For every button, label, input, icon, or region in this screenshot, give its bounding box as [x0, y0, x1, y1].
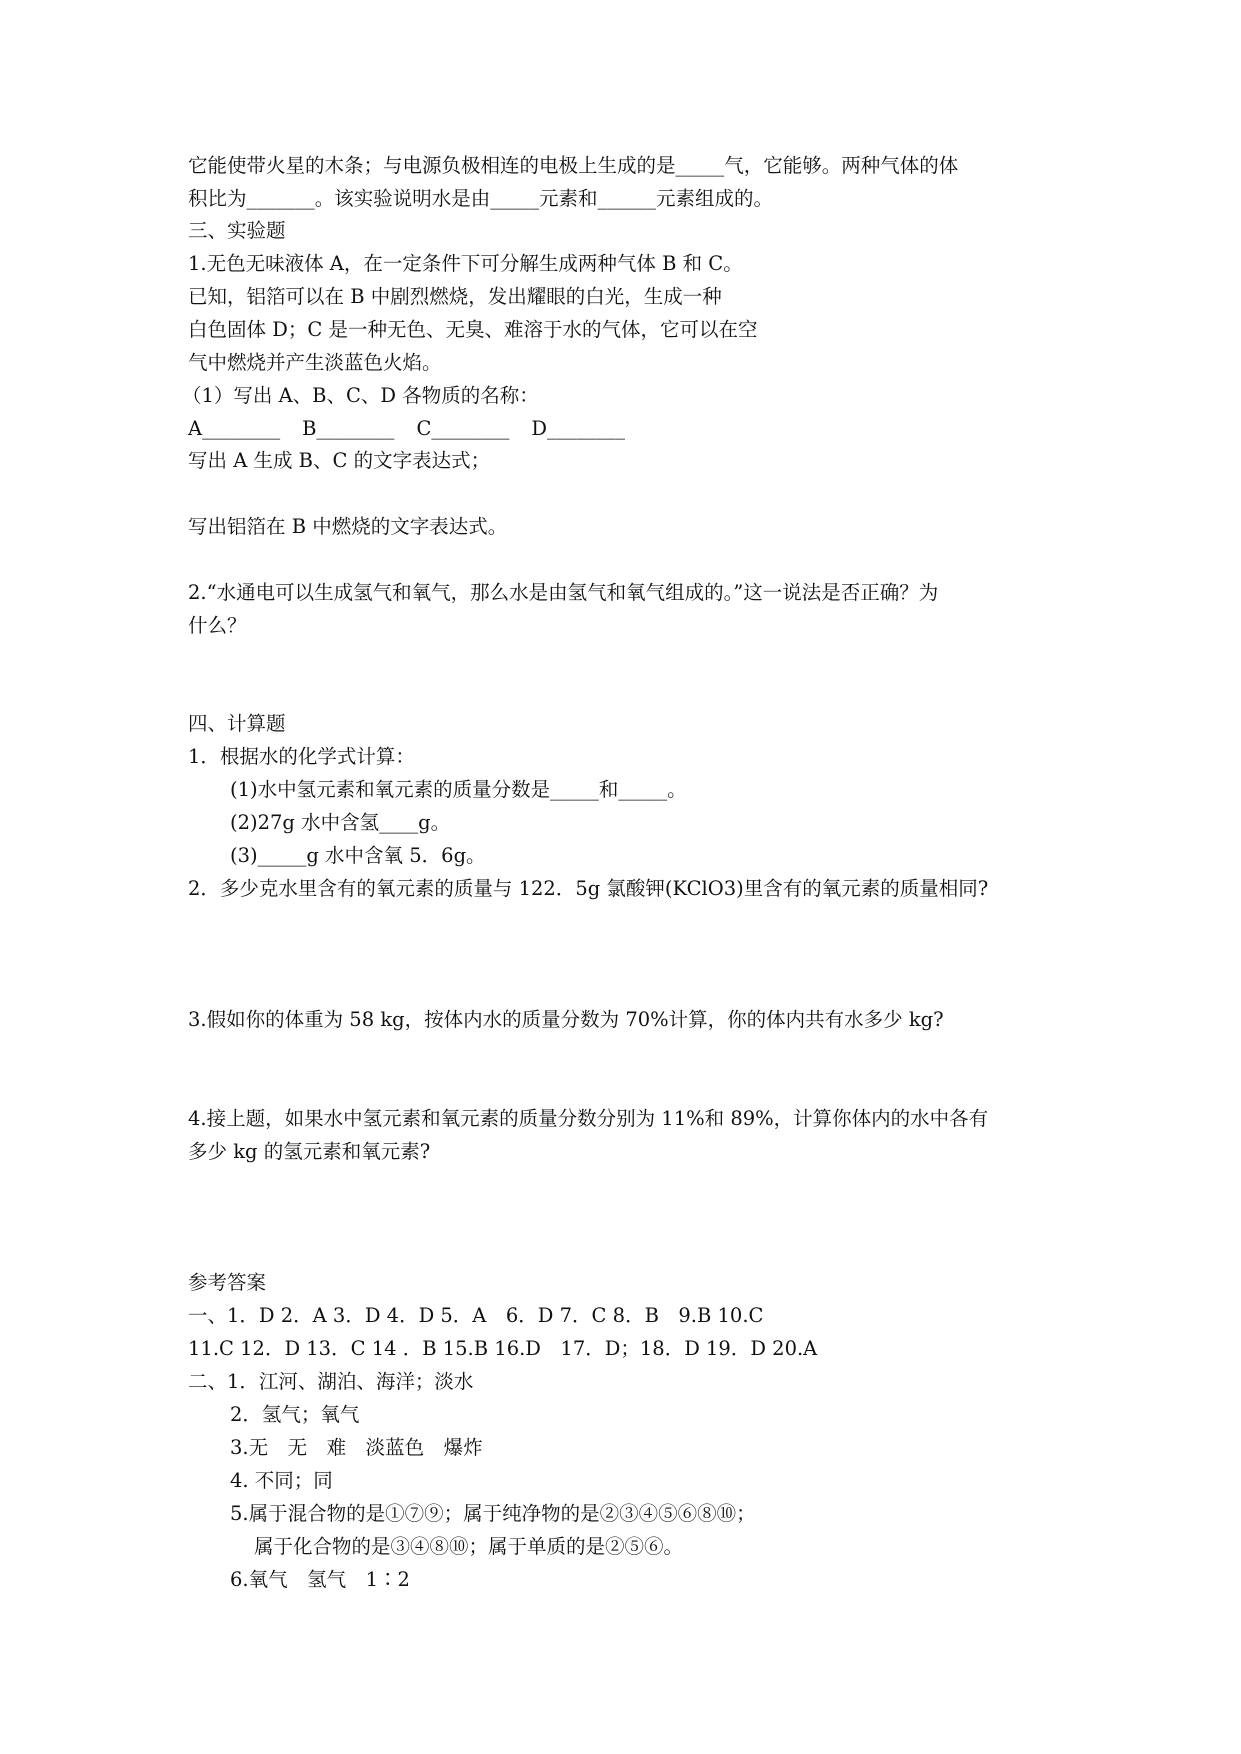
answers-s2-2: 2．氢气；氧气 [230, 1403, 360, 1426]
exp-q1-line-3: 白色固体 D；C 是一种无色、无臭、难溶于水的气体，它可以在空 [188, 318, 758, 341]
calc-q1-b: (2)27g 水中含氢____g。 [230, 811, 451, 834]
blank-c: C________ [416, 417, 510, 440]
calc-q2: 2．多少克水里含有的氧元素的质量与 122．5g 氯酸钾(KClO3)里含有的氧元素的质量相同? [188, 877, 989, 900]
answers-s2-1: 二、1．江河、湖泊、海洋；淡水 [188, 1370, 474, 1393]
blank-b: B________ [302, 417, 395, 440]
exp-q1-expr-1: 写出 A 生成 B、C 的文字表达式； [188, 449, 491, 472]
answers-s1-line-2: 11.C 12．D 13．C 14 ．B 15.B 16.D 17．D；18．D 19．D 20.A [188, 1337, 818, 1360]
exp-q2-line-2: 什么？ [188, 614, 247, 637]
answers-s2-5b: 属于化合物的是③④⑧⑩；属于单质的是②⑤⑥。 [254, 1535, 684, 1558]
section-3-heading: 三、实验题 [188, 219, 286, 242]
exp-q1-line-2: 已知，铝箔可以在 B 中剧烈燃烧，发出耀眼的白光，生成一种 [188, 285, 722, 308]
calc-q1-a: (1)水中氢元素和氧元素的质量分数是_____和_____。 [230, 778, 687, 801]
calc-q4-line-1: 4.接上题，如果水中氢元素和氧元素的质量分数分别为 11%和 89%，计算你体内的水中各有 [188, 1107, 989, 1130]
calc-q1-c: (3)_____g 水中含氧 5．6g。 [230, 844, 486, 867]
calc-q1: 1．根据水的化学式计算： [188, 745, 415, 768]
blank-d: D________ [531, 417, 625, 440]
fill-tail-line-2: 积比为_______。该实验说明水是由_____元素和______元素组成的。 [188, 187, 774, 210]
calc-q3: 3.假如你的体重为 58 kg，按体内水的质量分数为 70%计算，你的体内共有水多少 kg? [188, 1008, 944, 1031]
exp-q1-line-1: 1.无色无味液体 A，在一定条件下可分解生成两种气体 B 和 C。 [188, 252, 743, 275]
exp-q1-sub-1: （1）写出 A、B、C、D 各物质的名称： [182, 384, 539, 407]
answers-s2-4: 4. 不同；同 [230, 1469, 333, 1492]
answers-heading: 参考答案 [188, 1271, 267, 1294]
answers-s2-6: 6.氧气 氢气 1∶2 [230, 1568, 410, 1591]
calc-q4-line-2: 多少 kg 的氢元素和氧元素? [188, 1140, 431, 1163]
answers-s1-line-1: 一、1．D 2．A 3．D 4．D 5．A 6．D 7．C 8．B 9.B 10.C [188, 1304, 764, 1327]
blank-a: A________ [188, 417, 281, 440]
exp-q1-expr-2: 写出铝箔在 B 中燃烧的文字表达式。 [188, 515, 508, 538]
exp-q2-line-1: 2.“水通电可以生成氢气和氧气，那么水是由氢气和氧气组成的。”这一说法是否正确？为 [188, 581, 939, 604]
exp-q1-blanks [188, 416, 625, 444]
answers-s2-3: 3.无 无 难 淡蓝色 爆炸 [230, 1436, 483, 1459]
fill-tail-line-1: 它能使带火星的木条；与电源负极相连的电极上生成的是_____气，它能够。两种气体的体 [188, 154, 959, 177]
section-4-heading: 四、计算题 [188, 712, 286, 735]
answers-s2-5a: 5.属于混合物的是①⑦⑨；属于纯净物的是②③④⑤⑥⑧⑩； [230, 1502, 756, 1525]
exp-q1-line-4: 气中燃烧并产生淡蓝色火焰。 [188, 351, 442, 374]
